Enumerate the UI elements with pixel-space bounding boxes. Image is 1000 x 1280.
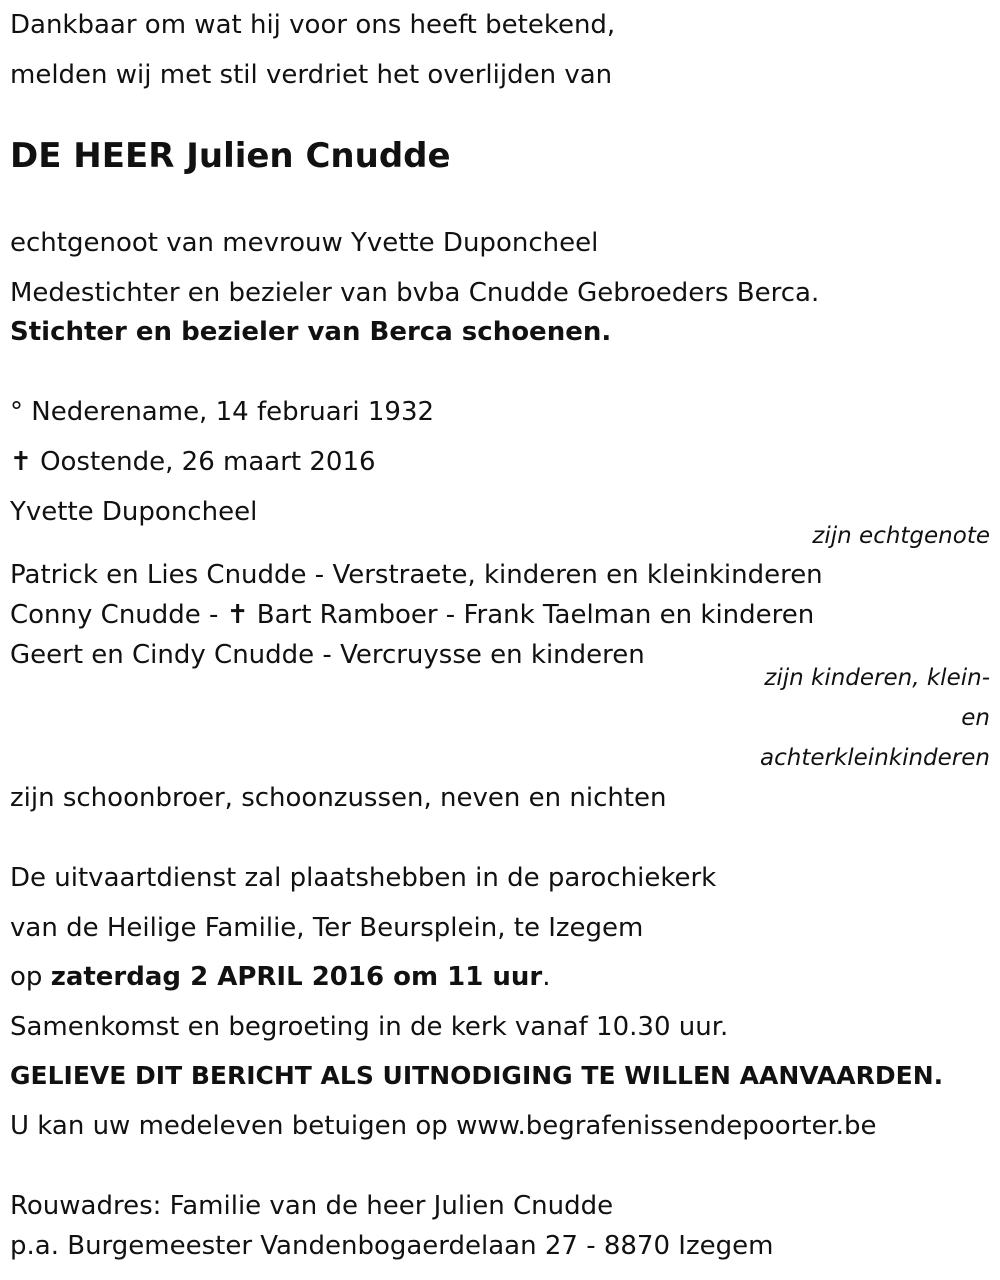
cross-icon: ✝ (10, 447, 32, 477)
funeral-line-2: van de Heilige Familie, Ter Beursplein, te Izegem (10, 913, 644, 943)
intro-line-1: Dankbaar om wat hij voor ons heeft betekend, (10, 10, 616, 40)
funeral-line-4: Samenkomst en begroeting in de kerk vanaf 10.30 uur. (10, 1012, 729, 1042)
cross-icon: ✝ (226, 600, 249, 630)
birth-symbol: ° (10, 397, 23, 427)
funeral-line-3 (10, 960, 550, 994)
funeral-line-1: De uitvaartdienst zal plaatshebben in de parochiekerk (10, 863, 717, 893)
spouse-line: echtgenoot van mevrouw Yvette Duponcheel (10, 228, 599, 258)
role-line-1: Medestichter en bezieler van bvba Cnudde Gebroeders Berca. (10, 278, 820, 308)
children-role-2: en (961, 705, 990, 731)
child-line-2-part-1: Conny Cnudde - (10, 600, 219, 630)
deceased-name: DE HEER Julien Cnudde (10, 136, 451, 176)
spouse-role: zijn echtgenote (812, 523, 990, 549)
child-line-1: Patrick en Lies Cnudde - Verstraete, kinderen en kleinkinderen (10, 560, 823, 590)
role-line-2: Stichter en bezieler van Berca schoenen. (10, 317, 612, 347)
birth-line (10, 395, 434, 429)
death-text: Oostende, 26 maart 2016 (40, 447, 376, 477)
intro-line-2: melden wij met stil verdriet het overlijden van (10, 60, 613, 90)
address-line-2: p.a. Burgemeester Vandenbogaerdelaan 27 - 8870 Izegem (10, 1231, 774, 1261)
funeral-date-suffix: . (542, 962, 551, 992)
child-line-2-part-2: Bart Ramboer - Frank Taelman en kinderen (256, 600, 815, 630)
condolence-line: U kan uw medeleven betuigen op www.begrafenissendepoorter.be (10, 1111, 877, 1141)
spouse-name: Yvette Duponcheel (10, 497, 258, 527)
child-line-3: Geert en Cindy Cnudde - Vercruysse en kinderen (10, 640, 645, 670)
relatives-line: zijn schoonbroer, schoonzussen, neven en nichten (10, 783, 667, 813)
funeral-date: zaterdag 2 APRIL 2016 om 11 uur (50, 962, 543, 992)
child-line-2 (10, 598, 814, 632)
birth-text: Nederename, 14 februari 1932 (31, 397, 435, 427)
funeral-date-prefix: op (10, 962, 51, 992)
death-line (10, 445, 376, 479)
children-role-1: zijn kinderen, klein- (764, 665, 990, 691)
invitation-line: GELIEVE DIT BERICHT ALS UITNODIGING TE WILLEN AANVAARDEN. (10, 1061, 944, 1090)
children-role-3: achterkleinkinderen (760, 745, 990, 771)
address-line-1: Rouwadres: Familie van de heer Julien Cnudde (10, 1191, 614, 1221)
